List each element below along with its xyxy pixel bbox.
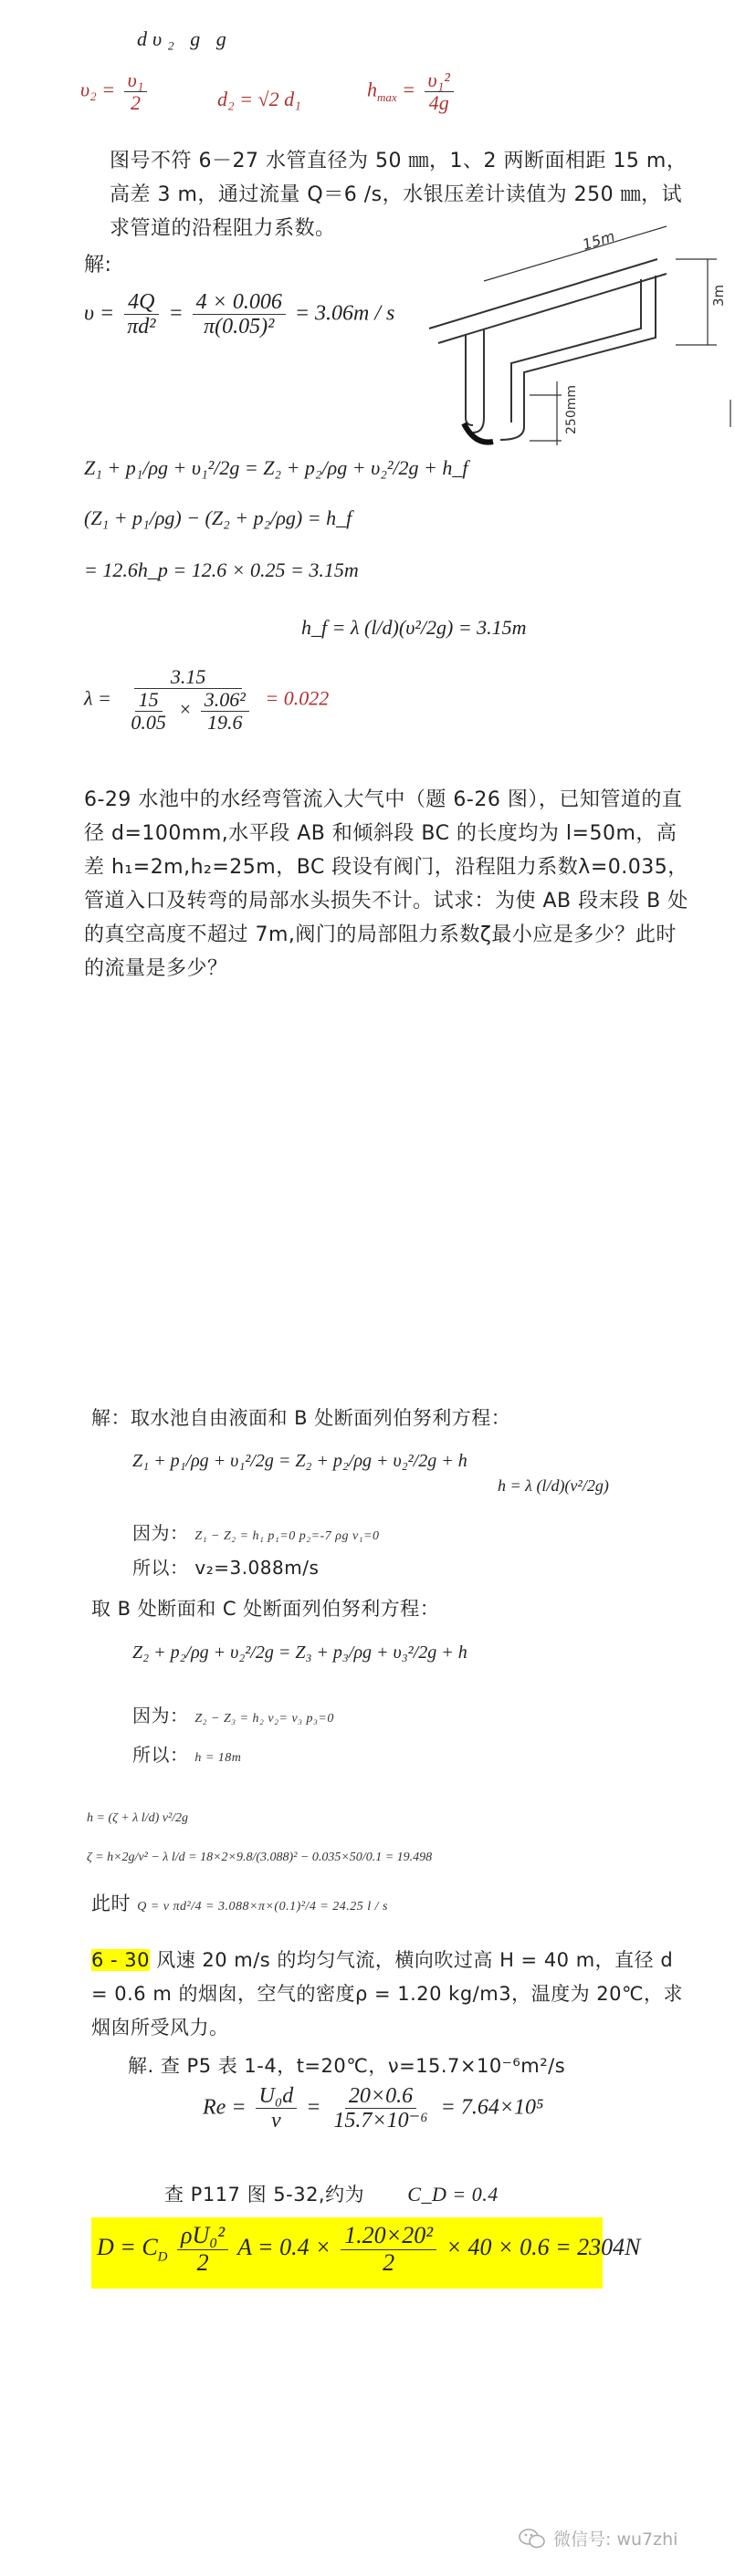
wechat-icon — [519, 2528, 546, 2550]
so1-value: v₂=3.088m/s — [194, 1557, 320, 1579]
hmax-sub: max — [377, 90, 397, 105]
lambda-num: 3.15 — [134, 666, 243, 689]
eq-bernoulli-2: Z₂ + p₂/ρg + υ₂²/2g = Z₃ + p₃/ρg + υ₃²/2g + h — [132, 1643, 467, 1663]
eq-bern1-h: h = λ (l/d)(v²/2g) — [498, 1476, 609, 1495]
v2-den: 2 — [130, 91, 141, 115]
manometer-left-tube — [466, 334, 473, 425]
so2-value: h = 18m — [194, 1751, 242, 1765]
d-f2-num: 1.20×20² — [341, 2223, 436, 2250]
lambda-result: = 0.022 — [265, 686, 330, 710]
v-f1-num: 4Q — [124, 290, 158, 315]
because1-label: 因为： — [132, 1522, 189, 1544]
eq-head-loss-627: (Z₁ + p₁/ρg) − (Z₂ + p₂/ρg) = h_f — [84, 506, 352, 529]
because1-value: Z₁ − Z₂ = h₁ p₁=0 p₂=-7 ρg v₁=0 — [194, 1529, 380, 1543]
v-f2-den: π(0.05)² — [204, 315, 275, 339]
v-result: = 3.06m / s — [294, 301, 395, 326]
lambda-den-b-den: 19.6 — [207, 711, 243, 735]
manometer-left-tube-outer — [473, 329, 484, 433]
pipe-top-wall — [429, 259, 657, 329]
formula-v2 — [80, 69, 151, 114]
pipe-manometer-diagram — [402, 217, 735, 445]
re-f1-num: U₀d — [256, 2084, 298, 2109]
v-eq: = — [168, 301, 184, 326]
formula-hmax — [367, 69, 457, 114]
lambda-den-a-num: 15 — [135, 689, 163, 712]
eq-bernoulli-1: Z₁ + p₁/ρg + υ₁²/2g = Z₂ + p₂/ρg + υ₂²/2g + h — [132, 1451, 467, 1471]
cd-line — [164, 2177, 499, 2212]
d-sub: D — [157, 2249, 168, 2265]
flow-eq: Q = v πd²/4 = 3.088×π×(0.1)²/4 = 24.25 l / s — [137, 1900, 389, 1914]
hmax-symbol: h — [367, 78, 377, 101]
hmax-den: 4g — [428, 91, 449, 115]
problem-630-body: 风速 20 m/s 的均匀气流，横向吹过高 H = 40 m，直径 d = 0.6 m 的烟囱，空气的密度ρ = 1.20 kg/m3，温度为 20℃，求烟囱所受风力。 — [91, 1949, 684, 2039]
so2 — [132, 1738, 241, 1775]
because2-label: 因为： — [132, 1705, 189, 1726]
so2-label: 所以： — [132, 1744, 189, 1766]
eq-darcy-627: h_f = λ (l/d)(υ²/2g) = 3.15m — [301, 616, 527, 639]
so1-label: 所以： — [132, 1557, 189, 1579]
re-result: = 7.64×10⁵ — [440, 2095, 544, 2120]
re-eq: = — [306, 2095, 321, 2120]
lambda-den — [120, 689, 256, 734]
solution-label: 解: — [84, 254, 112, 276]
d-result: × 40 × 0.6 = 2304N — [446, 2234, 641, 2261]
hmax-num: υ₁² — [425, 69, 454, 92]
drag-force-formula — [97, 2223, 640, 2276]
so1 — [132, 1551, 319, 1585]
fig-length-label: 15m — [580, 227, 617, 254]
cd-label: 查 P117 图 5-32,约为 — [164, 2184, 365, 2206]
problem-629-text: 6-29 水池中的水经弯管流入大气中（题 6-26 图），已知管道的直径 d=100mm,水平段 AB 和倾斜段 BC 的长度均为 l=50m，高差 h₁=2m,h₂=25m，BC 段设有阀门，沿程阻力系数λ=0.035，管道入口及转弯的局部水头损失不计。试求：为使 AB 段末段 B 处的真空高度不超过 7m,阀门的局部阻力系数ζ最小应是多少？此时的流量是多少？ — [84, 788, 688, 980]
flow-line — [91, 1887, 388, 1924]
v-f1-den: πd² — [127, 315, 156, 339]
sol630-line: 解. 查 P5 表 1-4，t=20℃，ν=15.7×10⁻⁶m²/s — [128, 2055, 566, 2077]
length-dim-line — [484, 226, 667, 281]
because2 — [132, 1699, 334, 1736]
problem-630-number: 6 - 30 — [91, 1949, 151, 1971]
watermark — [519, 2526, 677, 2550]
lambda-den-times: × — [178, 697, 193, 721]
velocity-formula — [84, 290, 394, 339]
v-f2-num: 4 × 0.006 — [193, 290, 286, 315]
because2-value: Z₂ − Z₃ = h₂ v₂= v₃ p₃=0 — [194, 1712, 334, 1726]
d-mid: A = 0.4 × — [237, 2234, 331, 2261]
lambda-den-a-den: 0.05 — [131, 711, 166, 735]
sol629-intro2: 取 B 处断面和 C 处断面列伯努利方程： — [91, 1598, 440, 1620]
v-lhs: υ = — [84, 301, 115, 326]
re-f2-den: 15.7×10⁻⁶ — [333, 2109, 428, 2133]
eq-h-zeta: h = (ζ + λ l/d) v²/2g — [87, 1811, 189, 1825]
problem-627-text: 图号不符 6－27 水管直径为 50 ㎜，1、2 两断面相距 15 m，高差 3 m，通过流量 Q＝6 /s，水银压差计读值为 250 ㎜，试求管道的沿程阻力系数。 — [110, 150, 688, 240]
d-f1-den: 2 — [196, 2248, 209, 2276]
lambda-den-b-num: 3.06² — [201, 689, 249, 712]
header-fragment: dυ₂ g g — [137, 27, 232, 50]
hmax-eq: = — [396, 78, 421, 101]
re-f2-num: 20×0.6 — [345, 2084, 416, 2109]
fig-reading-label: 250mm — [564, 385, 579, 434]
re-f1-den: ν — [271, 2109, 281, 2133]
d-f1-num: ρU₀² — [177, 2223, 228, 2250]
mercury-column — [464, 423, 493, 443]
watermark-text: 微信号: wu7zhi — [553, 2529, 678, 2550]
v2-label: υ₂ = — [80, 78, 116, 101]
pipe-bottom-wall — [438, 274, 667, 343]
eq-bernoulli-627: Z₁ + p₁/ρg + υ₁²/2g = Z₂ + p₂/ρg + υ₂²/2g + h_f — [84, 456, 468, 479]
problem-630-text — [91, 1944, 694, 2045]
formula-d2: d₂ = √2 d₁ — [217, 88, 301, 110]
d-f2-den: 2 — [383, 2248, 395, 2276]
re-lhs: Re = — [203, 2095, 247, 2120]
sol629-intro: 解：取水池自由液面和 B 处断面列伯努利方程： — [91, 1407, 511, 1429]
fig-height-label: 3m — [710, 284, 727, 307]
lambda-formula — [84, 666, 329, 735]
reynolds-formula — [203, 2084, 543, 2133]
lambda-lhs: λ = — [84, 686, 111, 710]
d-lhs: D = C — [97, 2234, 158, 2261]
cd-value: C_D = 0.4 — [407, 2183, 499, 2206]
flow-label: 此时 — [91, 1893, 131, 1914]
v2-num: υ₁ — [124, 69, 148, 92]
eq-head-value-627: = 12.6h_p = 12.6 × 0.25 = 3.15m — [84, 558, 359, 581]
because1 — [132, 1517, 379, 1553]
eq-zeta: ζ = h×2g/v² − λ l/d = 18×2×9.8/(3.088)² − 0.035×50/0.1 = 19.498 — [87, 1851, 433, 1864]
